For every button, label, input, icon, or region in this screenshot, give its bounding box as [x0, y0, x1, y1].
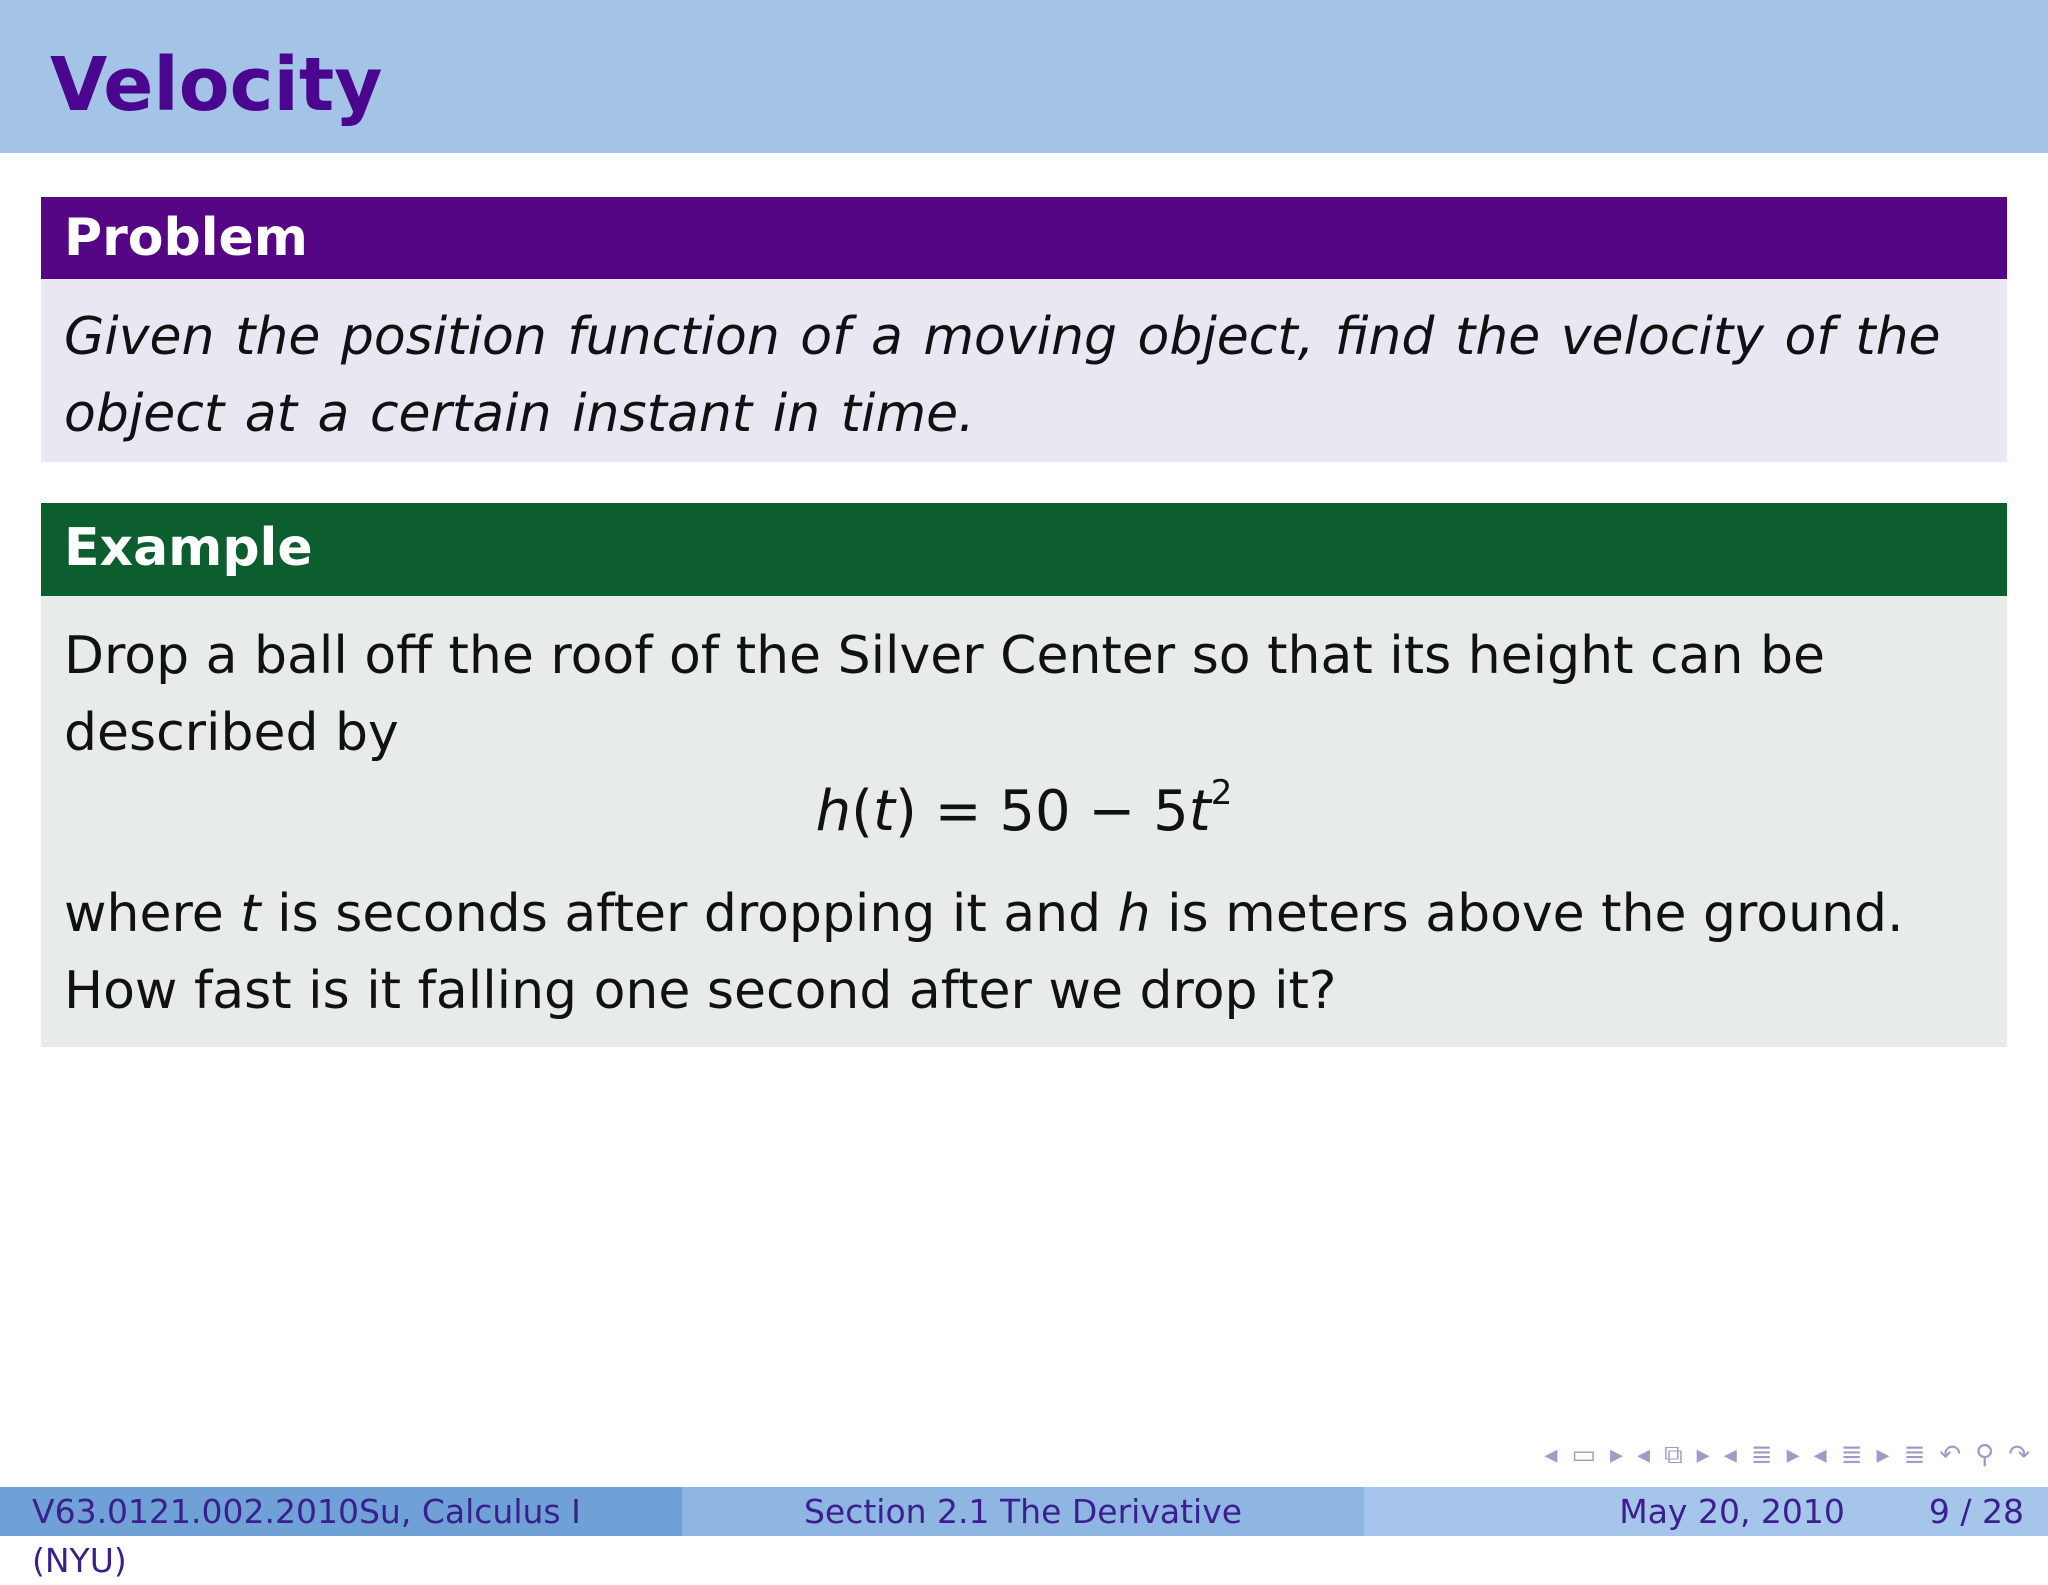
equation-paren-open: ( — [851, 779, 873, 844]
nav-right-arrow-icon[interactable]: ▸ — [1786, 1440, 1800, 1470]
toc-icon[interactable]: ≣ — [1903, 1440, 1926, 1470]
nav-left-arrow-icon[interactable]: ◂ — [1813, 1440, 1827, 1470]
example-heading: Example — [41, 503, 2007, 596]
equation-rhs-constant: = 50 − 5 — [934, 779, 1189, 844]
frame-icon[interactable]: ▭ — [1571, 1440, 1596, 1470]
where-text: is seconds after dropping it and — [260, 884, 1118, 944]
h-variable: h — [1117, 884, 1151, 944]
nav-left-arrow-icon[interactable]: ◂ — [1723, 1440, 1737, 1470]
undo-icon[interactable]: ↶ — [1939, 1440, 1962, 1470]
example-block — [41, 503, 2007, 1047]
footer-course: V63.0121.002.2010Su, Calculus I (NYU) — [0, 1487, 682, 1536]
slide-title: Velocity — [50, 42, 383, 128]
example-intro: Drop a ball off the roof of the Silver Center so that its height can be described by — [64, 626, 1825, 763]
redo-icon[interactable]: ↷ — [2008, 1440, 2030, 1470]
height-equation — [64, 772, 1984, 852]
section-icon[interactable]: ≣ — [1750, 1440, 1773, 1470]
slide-header — [0, 0, 2048, 153]
nav-left-arrow-icon[interactable]: ◂ — [1637, 1440, 1651, 1470]
equation-rhs-variable: t — [1188, 779, 1211, 844]
subsection-icon[interactable]: ⧉ — [1664, 1439, 1683, 1470]
equation-argument: t — [872, 779, 895, 844]
problem-block — [41, 197, 2007, 462]
t-variable: t — [240, 884, 261, 944]
nav-right-arrow-icon[interactable]: ▸ — [1876, 1440, 1890, 1470]
toc-icon[interactable]: ≣ — [1840, 1440, 1863, 1470]
nav-right-arrow-icon[interactable]: ▸ — [1696, 1440, 1710, 1470]
equation-exponent: 2 — [1210, 773, 1233, 813]
beamer-navigation-bar — [1310, 1440, 2030, 1470]
search-icon[interactable]: ⚲ — [1975, 1440, 1995, 1470]
where-text: where — [64, 884, 241, 944]
example-question: How fast is it falling one second after we drop it? — [64, 961, 1337, 1021]
example-body — [41, 596, 2007, 1047]
slide-footer — [0, 1487, 2048, 1580]
where-text: is meters above the ground. — [1150, 884, 1904, 944]
footer-section: Section 2.1 The Derivative — [682, 1487, 1364, 1536]
problem-text: Given the position function of a moving object, find the velocity of the object at a certain instant in time. — [41, 279, 2007, 462]
problem-heading: Problem — [41, 197, 2007, 279]
nav-right-arrow-icon[interactable]: ▸ — [1609, 1440, 1624, 1470]
footer-date: May 20, 2010 — [1619, 1492, 1845, 1531]
footer-right — [1364, 1487, 2048, 1536]
equation-paren-close: ) — [894, 779, 917, 844]
nav-left-arrow-icon[interactable]: ◂ — [1544, 1440, 1558, 1470]
example-where — [64, 876, 1984, 953]
footer-page-number: 9 / 28 — [1928, 1492, 2024, 1531]
equation-function: h — [815, 779, 852, 844]
